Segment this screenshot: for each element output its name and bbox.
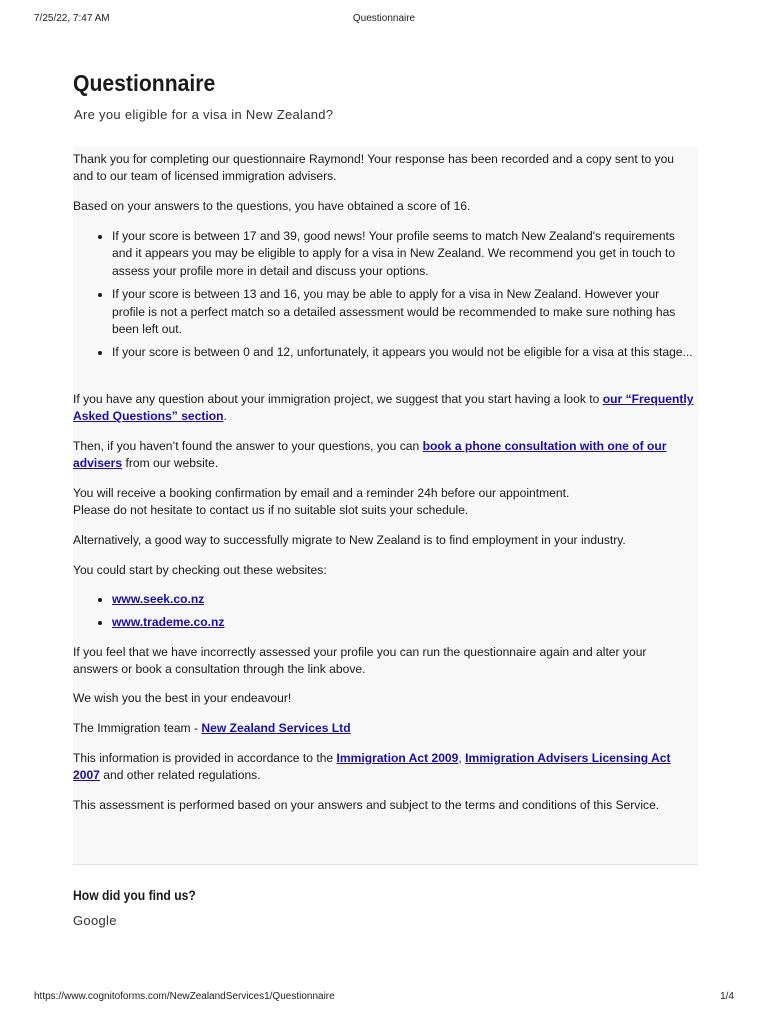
team-text: The Immigration team - <box>73 721 202 735</box>
list-item: If your score is between 0 and 12, unfortunately, it appears you would not be eligible for a visa at this stage... <box>95 344 694 361</box>
immigration-act-link[interactable]: Immigration Act 2009 <box>336 751 459 765</box>
regulation-text: This information is provided in accordance to the <box>73 751 337 765</box>
list-item: If your score is between 17 and 39, good news! Your profile seems to match New Zealand's requirements and it appears you may be eligible to apply for a visa in New Zealand. We recommend you get in touch to assess your profile more in detail and discuss your options. <box>95 228 694 280</box>
consultation-paragraph <box>73 438 694 473</box>
faq-end: . <box>223 409 227 424</box>
advisers-licensing-act-link[interactable]: Immigration Advisers Licensing Act 2007 <box>73 751 671 783</box>
regulation-end: and other related regulations. <box>99 768 261 783</box>
faq-text: If you have any question about your immigration project, we suggest that you start having a look to <box>73 392 603 406</box>
print-header <box>34 13 734 29</box>
consultation-text: Then, if you haven’t found the answer to your questions, you can <box>73 439 423 453</box>
print-datetime: 7/25/22, 7:47 AM <box>34 13 110 24</box>
form-subtitle: Are you eligible for a visa in New Zealand? <box>74 107 334 122</box>
regulation-sep: , <box>458 751 466 765</box>
booking-line-1: You will receive a booking confirmation by email and a reminder 24h before our appointment. <box>73 486 570 500</box>
result-message-panel <box>73 146 698 865</box>
question-answer: Google <box>73 913 117 928</box>
company-link[interactable]: New Zealand Services Ltd <box>201 721 351 735</box>
print-url: https://www.cognitoforms.com/NewZealandServices1/Questionnaire <box>34 991 335 1002</box>
regulation-paragraph <box>73 750 694 785</box>
websites-intro: You could start by checking out these websites: <box>73 563 327 577</box>
best-wishes-paragraph: We wish you the best in your endeavour! <box>73 691 292 705</box>
faq-paragraph <box>73 391 694 426</box>
trademe-link[interactable]: www.trademe.co.nz <box>112 615 225 630</box>
faq-link[interactable]: our “Frequently Asked Questions” section <box>73 392 694 424</box>
seek-link[interactable]: www.seek.co.nz <box>112 592 205 606</box>
score-bullet-list <box>95 228 694 362</box>
website-link-list <box>95 591 694 632</box>
terms-paragraph: This assessment is performed based on your answers and subject to the terms and conditions of this Service. <box>73 798 660 812</box>
booking-paragraph <box>73 485 694 520</box>
print-doc-title: Questionnaire <box>352 13 416 24</box>
list-item <box>95 591 694 608</box>
thank-you-paragraph: Thank you for completing our questionnaire Raymond! Your response has been recorded and a copy sent to you and to our team of licensed immigration advisers. <box>73 152 675 184</box>
question-label: How did you find us? <box>73 888 196 903</box>
list-item <box>95 614 694 631</box>
reassess-paragraph: If you feel that we have incorrectly assessed your profile you can run the questionnaire again and alter your answers or book a consultation through the link above. <box>73 645 647 677</box>
booking-line-2: Please do not hesitate to contact us if no suitable slot suits your schedule. <box>73 503 469 518</box>
consultation-end: from our website. <box>122 456 219 471</box>
score-paragraph: Based on your answers to the questions, you have obtained a score of 16. <box>73 199 471 213</box>
employment-paragraph: Alternatively, a good way to successfully migrate to New Zealand is to find employment in your industry. <box>73 533 626 547</box>
team-paragraph <box>73 720 694 737</box>
form-title: Questionnaire <box>73 70 216 96</box>
book-consultation-link[interactable]: book a phone consultation with one of our advisers <box>73 439 667 471</box>
print-footer <box>34 991 734 1007</box>
print-page-number: 1/4 <box>720 991 734 1002</box>
list-item: If your score is between 13 and 16, you may be able to apply for a visa in New Zealand. However your profile is not a perfect match so a detailed assessment would be recommended to make sure nothing has been left out. <box>95 286 694 338</box>
